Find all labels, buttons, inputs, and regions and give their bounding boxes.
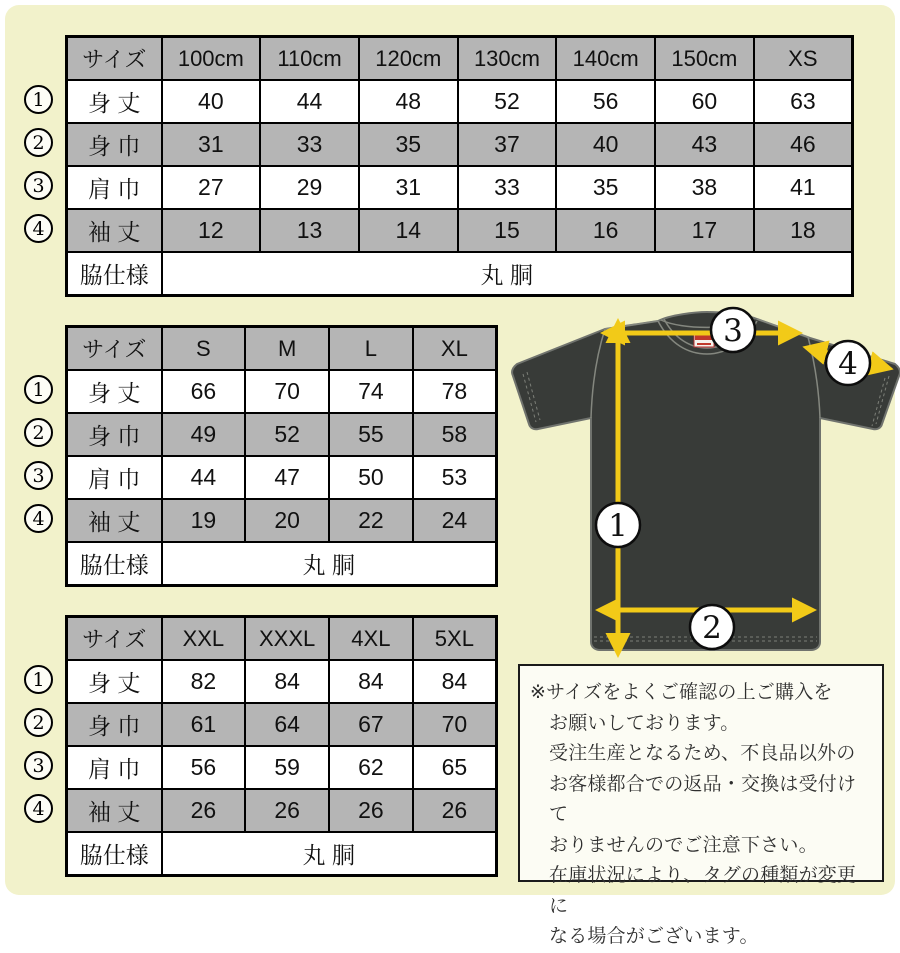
value-cell: 26 [162,789,246,832]
value-cell: 84 [245,660,329,703]
value-cell: 38 [655,166,754,209]
table-row [67,703,497,746]
table-row [67,166,853,209]
table-footer-row [67,542,497,586]
header-cell: 5XL [413,617,497,661]
value-cell: 14 [359,209,458,252]
marker-3-badge: 3 [24,171,53,200]
value-cell: 60 [655,80,754,123]
table-row [67,123,853,166]
row-label-cell: 脇仕様 [67,542,162,586]
size-table-adult [65,325,498,587]
row-label-cell: 肩 巾 [67,166,162,209]
header-cell: 120cm [359,37,458,81]
row-label-cell: 身 丈 [67,370,162,413]
value-cell: 48 [359,80,458,123]
badge-2-digit: 2 [702,610,722,646]
header-cell: 140cm [556,37,655,81]
notice-line: なる場合がございます。 [549,926,759,947]
notice-line: お願いしております。 [549,712,740,734]
table-row [67,80,853,123]
table-row [67,413,497,456]
marker-3-badge: 3 [24,461,53,490]
value-cell: 66 [162,370,246,413]
table-row [67,456,497,499]
row-label-cell: 身 丈 [67,80,162,123]
size-table-big [65,615,498,877]
header-cell: 4XL [329,617,413,661]
marker-2-badge: 2 [24,128,53,157]
marker-1-badge: 1 [24,85,53,114]
table-row [67,209,853,252]
value-cell: 24 [413,499,497,542]
header-cell: XL [413,327,497,371]
value-cell: 84 [329,660,413,703]
value-cell: 47 [245,456,329,499]
value-cell: 35 [359,123,458,166]
value-cell: 20 [245,499,329,542]
value-cell: 13 [260,209,359,252]
notice-line: 在庫状況により、タグの種類が変更に [549,865,857,917]
header-cell: サイズ [67,617,162,661]
row-label-cell: 身 丈 [67,660,162,703]
value-cell: 67 [329,703,413,746]
table-row [67,746,497,789]
value-cell: 56 [162,746,246,789]
value-cell: 31 [162,123,261,166]
header-cell: サイズ [67,37,162,81]
value-cell: 29 [260,166,359,209]
value-cell: 15 [458,209,557,252]
header-cell: 100cm [162,37,261,81]
value-cell: 62 [329,746,413,789]
notice-box [518,664,884,947]
header-cell: XXXL [245,617,329,661]
value-cell: 26 [329,789,413,832]
table-row [67,370,497,413]
marker-2-badge: 2 [24,418,53,447]
row-label-cell: 肩 巾 [67,456,162,499]
row-label-cell: 身 巾 [67,123,162,166]
row-label-cell: 肩 巾 [67,746,162,789]
value-cell: 52 [245,413,329,456]
value-cell: 44 [260,80,359,123]
header-cell: 110cm [260,37,359,81]
value-cell: 61 [162,703,246,746]
row-label-cell: 脇仕様 [67,832,162,876]
value-cell: 46 [754,123,853,166]
value-cell: 43 [655,123,754,166]
table-header-row [67,617,497,661]
header-cell: 150cm [655,37,754,81]
notice-line: おりませんのでご注意下さい。 [549,834,818,856]
notice-line: 受注生産となるため、不良品以外の [549,743,856,764]
footer-value-cell: 丸 胴 [162,542,497,586]
header-cell: サイズ [67,327,162,371]
value-cell: 59 [245,746,329,789]
value-cell: 22 [329,499,413,542]
table-header-row [67,327,497,371]
footer-value-cell: 丸 胴 [162,252,853,296]
badge-4-digit: 4 [838,346,858,382]
row-label-cell: 身 巾 [67,413,162,456]
value-cell: 82 [162,660,246,703]
value-cell: 16 [556,209,655,252]
table-footer-row [67,832,497,876]
row-label-cell: 身 巾 [67,703,162,746]
value-cell: 56 [556,80,655,123]
footer-value-cell: 丸 胴 [162,832,497,876]
table-row [67,499,497,542]
marker-1-badge: 1 [24,665,53,694]
header-cell: XS [754,37,853,81]
value-cell: 64 [245,703,329,746]
value-cell: 65 [413,746,497,789]
value-cell: 18 [754,209,853,252]
value-cell: 70 [413,703,497,746]
value-cell: 37 [458,123,557,166]
marker-2-badge: 2 [24,708,53,737]
header-cell: M [245,327,329,371]
header-cell: L [329,327,413,371]
value-cell: 19 [162,499,246,542]
marker-4-badge: 4 [24,794,53,823]
value-cell: 63 [754,80,853,123]
value-cell: 33 [458,166,557,209]
tshirt-diagram [510,304,900,660]
value-cell: 26 [413,789,497,832]
value-cell: 12 [162,209,261,252]
row-label-cell: 袖 丈 [67,789,162,832]
badge-1-digit: 1 [608,508,628,544]
value-cell: 35 [556,166,655,209]
value-cell: 33 [260,123,359,166]
marker-1-badge: 1 [24,375,53,404]
header-cell: XXL [162,617,246,661]
value-cell: 50 [329,456,413,499]
value-cell: 40 [162,80,261,123]
badge-3-digit: 3 [723,313,743,349]
value-cell: 44 [162,456,246,499]
value-cell: 84 [413,660,497,703]
notice-line: お客様都合での返品・交換は受付けて [549,773,857,825]
value-cell: 40 [556,123,655,166]
table-footer-row [67,252,853,296]
header-cell: 130cm [458,37,557,81]
notice-line: ※サイズをよくご確認の上ご購入を [530,682,833,703]
marker-4-badge: 4 [24,504,53,533]
value-cell: 70 [245,370,329,413]
row-label-cell: 袖 丈 [67,209,162,252]
size-table-kids [65,35,854,297]
value-cell: 58 [413,413,497,456]
table-row [67,789,497,832]
value-cell: 74 [329,370,413,413]
value-cell: 27 [162,166,261,209]
value-cell: 55 [329,413,413,456]
value-cell: 17 [655,209,754,252]
header-cell: S [162,327,246,371]
table-header-row [67,37,853,81]
marker-4-badge: 4 [24,214,53,243]
value-cell: 31 [359,166,458,209]
table-row [67,660,497,703]
value-cell: 26 [245,789,329,832]
marker-3-badge: 3 [24,751,53,780]
value-cell: 49 [162,413,246,456]
row-label-cell: 袖 丈 [67,499,162,542]
row-label-cell: 脇仕様 [67,252,162,296]
value-cell: 41 [754,166,853,209]
value-cell: 52 [458,80,557,123]
value-cell: 78 [413,370,497,413]
value-cell: 53 [413,456,497,499]
